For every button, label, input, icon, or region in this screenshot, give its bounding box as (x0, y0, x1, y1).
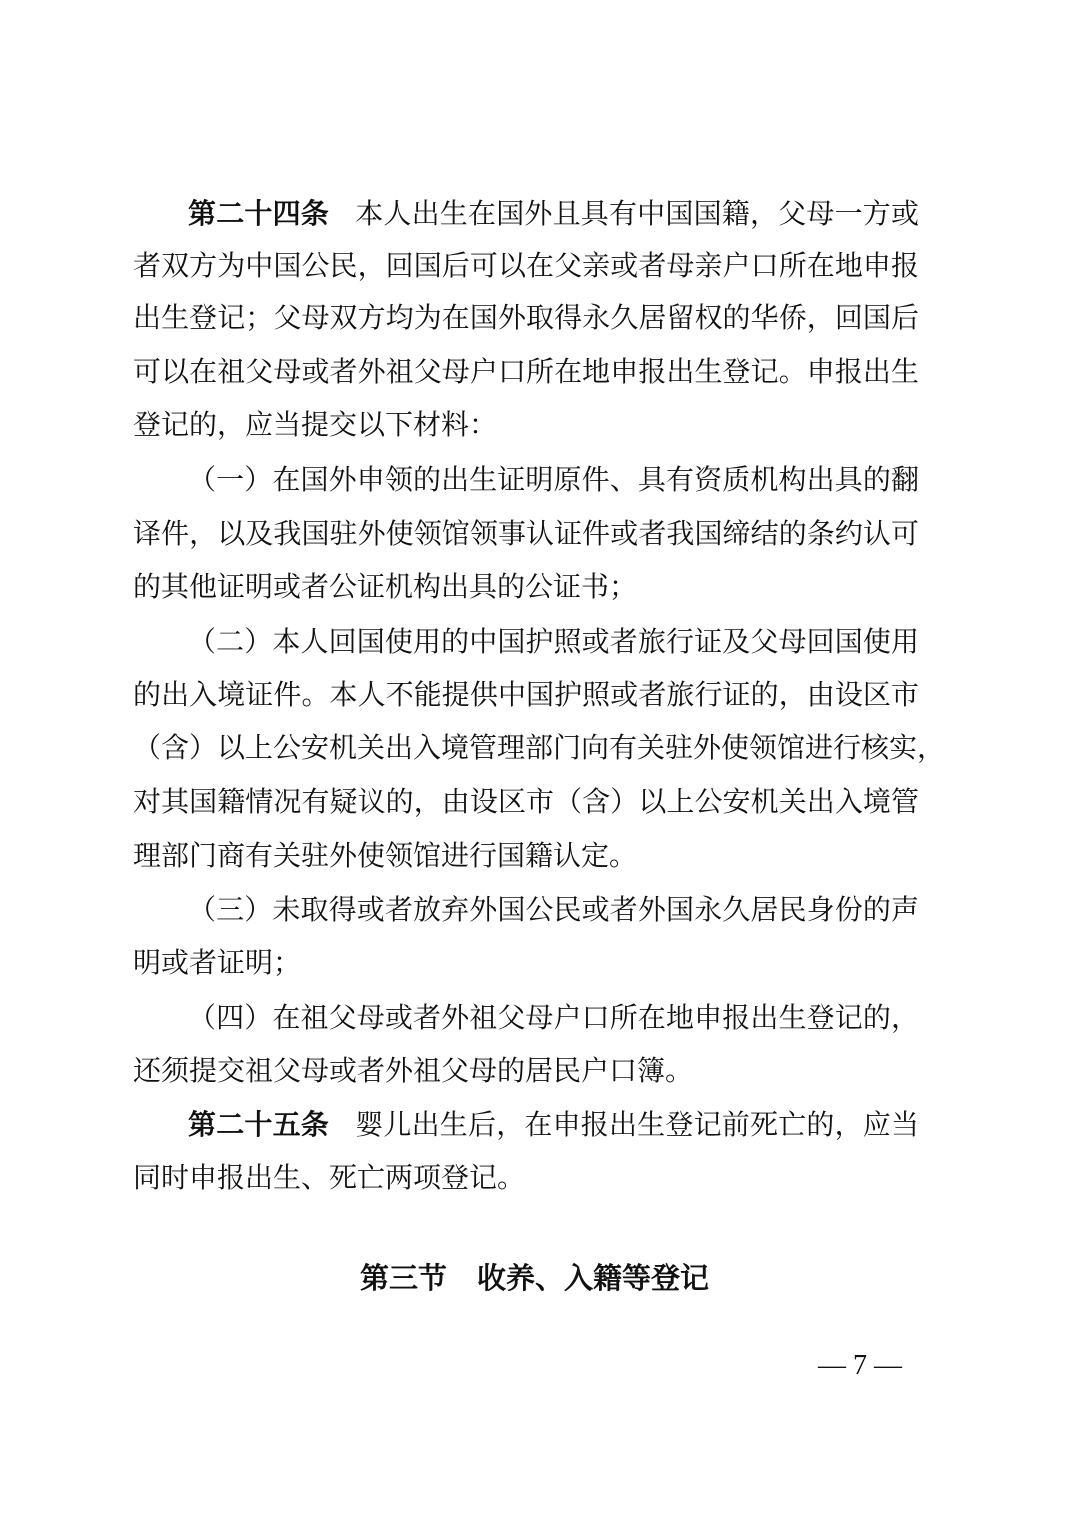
article-24-line-4: 可以在祖父母或者外祖父母户口所在地申报出生登记。申报出生 (133, 355, 919, 388)
section-title: 收养、入籍等登记 (477, 1261, 710, 1295)
article-24-line-2: 者双方为中国公民，回国后可以在父亲或者母亲户口所在地申报 (133, 249, 919, 282)
section-heading (360, 1258, 709, 1298)
item-2-line-2: 的出入境证件。本人不能提供中国护照或者旅行证的，由设区市 (133, 678, 919, 711)
article-24-label: 第二十四条 (188, 197, 329, 230)
item-2-line-3: （含）以上公安机关出入境管理部门向有关驻外使领馆进行核实， (133, 731, 946, 764)
article-24-line-5: 登记的，应当提交以下材料： (133, 408, 498, 441)
article-24-text: 本人出生在国外且具有中国国籍，父母一方或 (355, 197, 919, 230)
item-3-line-1: （三）未取得或者放弃外国公民或者外国永久居民身份的声 (188, 893, 919, 926)
item-2-line-5: 理部门商有关驻外使领馆进行国籍认定。 (133, 839, 638, 872)
item-1-line-3: 的其他证明或者公证机构出具的公证书； (133, 570, 638, 603)
article-25-line-2: 同时申报出生、死亡两项登记。 (133, 1161, 526, 1194)
item-2-line-1: （二）本人回国使用的中国护照或者旅行证及父母回国使用 (188, 625, 919, 658)
item-4-line-2: 还须提交祖父母或者外祖父母的居民户口簿。 (133, 1054, 694, 1087)
item-2-line-4: 对其国籍情况有疑议的，由设区市（含）以上公安机关出入境管 (133, 785, 919, 818)
section-number: 第三节 (360, 1261, 448, 1295)
item-3-line-2: 明或者证明； (133, 946, 302, 979)
article-25-line-1 (188, 1105, 919, 1145)
article-24-line-1 (188, 194, 919, 234)
article-25-text: 婴儿出生后，在申报出生登记前死亡的，应当 (355, 1108, 919, 1141)
article-24-line-3: 出生登记；父母双方均为在国外取得永久居留权的华侨，回国后 (133, 301, 919, 334)
page-number: — 7 — (818, 1350, 902, 1381)
item-1-line-2: 译件，以及我国驻外使领馆领事认证件或者我国缔结的条约认可 (133, 517, 919, 550)
item-4-line-1: （四）在祖父母或者外祖父母户口所在地申报出生登记的， (188, 1001, 919, 1034)
item-1-line-1: （一）在国外申领的出生证明原件、具有资质机构出具的翻 (188, 463, 919, 496)
article-25-label: 第二十五条 (188, 1108, 329, 1141)
